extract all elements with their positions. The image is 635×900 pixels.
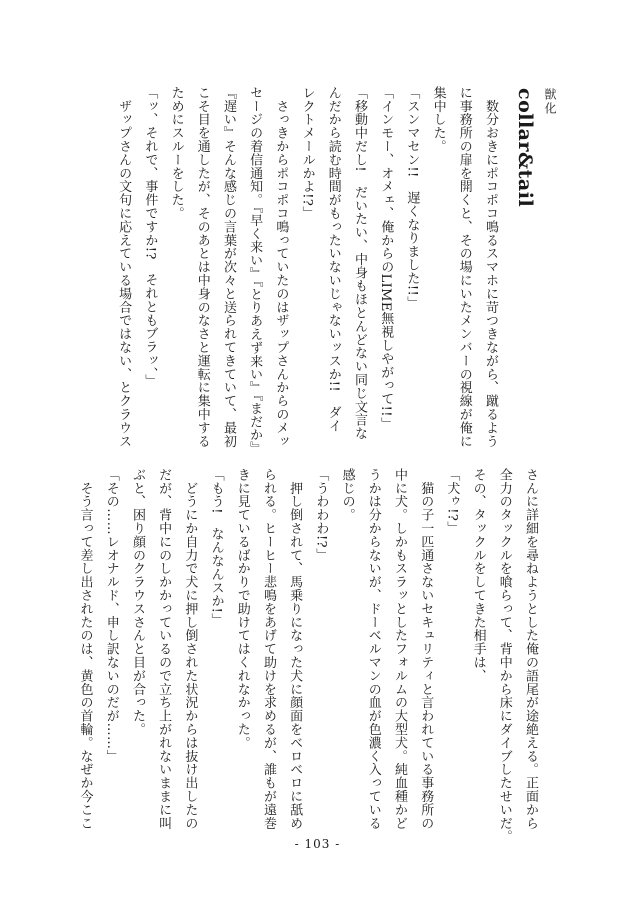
- text-line: だが、背中にのしかかっているので立ち上がれないままに叫: [156, 468, 172, 830]
- text-line: 集中した。: [430, 86, 446, 153]
- text-line: 「犬ゥ!?」: [444, 468, 460, 535]
- text-line: 「ッ、それで、事件ですか!? それともブラッ、」: [142, 86, 158, 388]
- chapter-kicker: 獣化: [543, 88, 557, 116]
- text-line: 「インモー、オメェ、俺からのLIME無視しやがって!!」: [378, 86, 394, 431]
- text-line: どうにか自力で犬に押し倒された状況からは抜け出したの: [182, 468, 198, 830]
- text-line: さっきからポコポコ鳴っていたのはザップさんからのメッ: [273, 86, 289, 448]
- text-line: こそ目を通したが、そのあとは中身のなさと運転に集中する: [194, 86, 210, 448]
- text-line: 猫の子一匹通さないセキュリティと言われている事務所の: [418, 468, 434, 830]
- text-line: さんに詳細を尋ねようとした俺の語尾が途絶える。正面から: [523, 468, 538, 830]
- page-number: - 103 -: [294, 837, 341, 851]
- upper-text-block: [110, 86, 503, 456]
- text-line: 中に犬。しかもスラッとしたフォルムの大型犬。純血種かど: [391, 468, 407, 830]
- text-line: られる。ヒーヒー悲鳴をあげて助けを求めるが、誰もが遠巻: [260, 468, 276, 830]
- text-line: 感じの。: [339, 468, 355, 522]
- text-line: きに見ているばかりで助けてはくれなかった。: [234, 468, 250, 750]
- chapter-heading: [511, 88, 559, 207]
- text-line: に事務所の扉を開くと、その場にいたメンバーの視線が俺に: [456, 86, 472, 448]
- text-line: そう言って差し出されたのは、黄色の首輪。なぜか今ここ: [77, 468, 93, 830]
- text-line: うかは分からないが、ドーベルマンの血が色濃く入っている: [365, 468, 381, 830]
- text-line: 押し倒されて、馬乗りになった犬に顔面をベロベロに舐め: [287, 468, 303, 830]
- text-line: 数分おきにポコポコ鳴るスマホに苛つきながら、蹴るよう: [483, 86, 498, 448]
- text-line: ためにスルーをした。: [168, 86, 184, 220]
- text-line: 「もう! なんなんスか!」: [208, 468, 224, 627]
- text-line: 『遅い』そんな感じの言葉が次々と送られてきていて、最初: [220, 86, 236, 448]
- text-line: 全力のタックルを喰らって、背中から床にダイブしたせいだ。: [496, 468, 512, 844]
- text-line: ぶと、困り顔のクラウスさんと目が合った。: [129, 468, 145, 736]
- text-line: レクトメールかよ!?」: [299, 86, 315, 220]
- text-line: 「うわわわ!?」: [313, 468, 329, 562]
- text-line: 「スンマセン!! 遅くなりました!!」: [404, 86, 420, 310]
- text-line: ザップさんの文句に応えている場合ではない、とクラウス: [116, 86, 132, 448]
- text-line: んだから読む時間がもったいないじゃないッスか!! ダイ: [325, 86, 341, 433]
- text-line: 「その……レオナルド、申し訳ないのだが……」: [103, 468, 119, 763]
- text-line: その、タックルをしてきた相手は、: [470, 468, 486, 683]
- chapter-title: collar&tail: [514, 88, 536, 208]
- text-line: セージの着信通知。『早く来い』『とりあえず来い』『まだか』: [247, 86, 263, 456]
- text-line: 「移動中だし! だいたい、中身もほとんどない同じ文言な: [351, 86, 367, 441]
